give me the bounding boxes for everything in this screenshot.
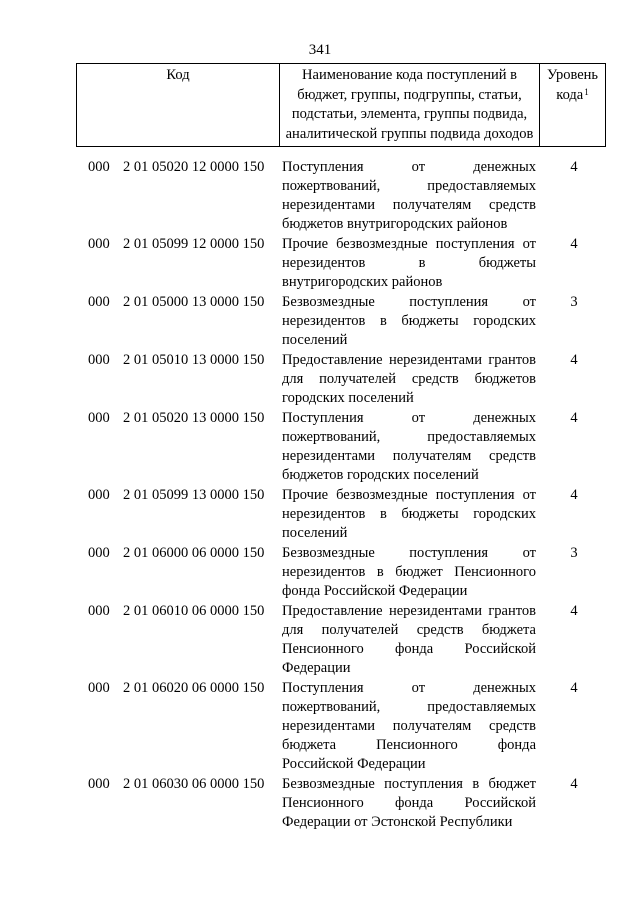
code-level: 4: [570, 487, 578, 503]
admin-code: 000: [88, 603, 110, 619]
header-level-footnote: 1: [584, 86, 589, 97]
admin-code: 000: [88, 487, 110, 503]
table-row: [0, 775, 640, 832]
income-code: 2 01 06020 06 0000 150: [123, 680, 265, 696]
income-name: Предоставление нерезидентами грантов для получателей средств бюджетов городских поселений: [282, 352, 536, 406]
header-code: [77, 64, 280, 147]
admin-code: 000: [88, 159, 110, 175]
admin-code: 000: [88, 776, 110, 792]
code-level: 4: [570, 352, 578, 368]
header-code-label: Код: [166, 67, 190, 83]
income-name: Прочие безвозмездные поступления от нерезидентов в бюджеты внутригородских районов: [282, 236, 536, 290]
code-level: 4: [570, 680, 578, 696]
income-code: 2 01 06030 06 0000 150: [123, 776, 265, 792]
table-row: [0, 602, 640, 678]
code-level: 4: [570, 236, 578, 252]
admin-code: 000: [88, 352, 110, 368]
admin-code: 000: [88, 545, 110, 561]
income-name: Поступления от денежных пожертвований, предоставляемых нерезидентами получателям средств бюджетов городских поселений: [282, 410, 536, 483]
code-level: 3: [570, 294, 578, 310]
admin-code: 000: [88, 236, 110, 252]
table-row: [0, 409, 640, 485]
income-name: Безвозмездные поступления от нерезидентов в бюджеты городских поселений: [282, 294, 536, 348]
admin-code: 000: [88, 294, 110, 310]
table-row: [0, 544, 640, 601]
admin-code: 000: [88, 410, 110, 426]
table-row: [0, 293, 640, 350]
page-number: 341: [308, 42, 332, 58]
income-name: Безвозмездные поступления от нерезидентов в бюджет Пенсионного фонда Российской Федерации: [282, 545, 536, 599]
income-code: 2 01 06000 06 0000 150: [123, 545, 265, 561]
income-name: Поступления от денежных пожертвований, предоставляемых нерезидентами получателям средств бюджета Пенсионного фонда Российской Федерации: [282, 680, 536, 772]
code-level: 4: [570, 776, 578, 792]
header-level-label: Уровень кода: [546, 67, 599, 103]
income-code: 2 01 05000 13 0000 150: [123, 294, 265, 310]
income-code: 2 01 05099 13 0000 150: [123, 487, 265, 503]
income-code: 2 01 05020 13 0000 150: [123, 410, 265, 426]
table-row: [0, 679, 640, 774]
income-name: Предоставление нерезидентами грантов для получателей средств бюджета Пенсионного фонда Российской Федерации: [282, 603, 536, 676]
table-row: [0, 158, 640, 234]
code-level: 4: [570, 603, 578, 619]
table-body: [0, 158, 640, 832]
table-row: [0, 486, 640, 543]
header-level: [540, 64, 606, 147]
header-name-label: Наименование кода поступлений в бюджет, группы, подгруппы, статьи, подстатьи, элемента, группы подвида, аналитической группы подвида доходов: [285, 67, 534, 142]
code-level: 3: [570, 545, 578, 561]
income-name: Безвозмездные поступления в бюджет Пенсионного фонда Российской Федерации от Эстонской Республики: [282, 776, 536, 830]
income-name: Прочие безвозмездные поступления от нерезидентов в бюджеты городских поселений: [282, 487, 536, 541]
code-level: 4: [570, 410, 578, 426]
income-code: 2 01 05010 13 0000 150: [123, 352, 265, 368]
admin-code: 000: [88, 680, 110, 696]
income-code: 2 01 06010 06 0000 150: [123, 603, 265, 619]
income-name: Поступления от денежных пожертвований, предоставляемых нерезидентами получателям средств бюджетов внутригородских районов: [282, 159, 536, 232]
table-header: [76, 63, 606, 147]
code-level: 4: [570, 159, 578, 175]
table-row: [0, 235, 640, 292]
income-code: 2 01 05020 12 0000 150: [123, 159, 265, 175]
header-name: [280, 64, 540, 147]
table-row: [0, 351, 640, 408]
income-code: 2 01 05099 12 0000 150: [123, 236, 265, 252]
